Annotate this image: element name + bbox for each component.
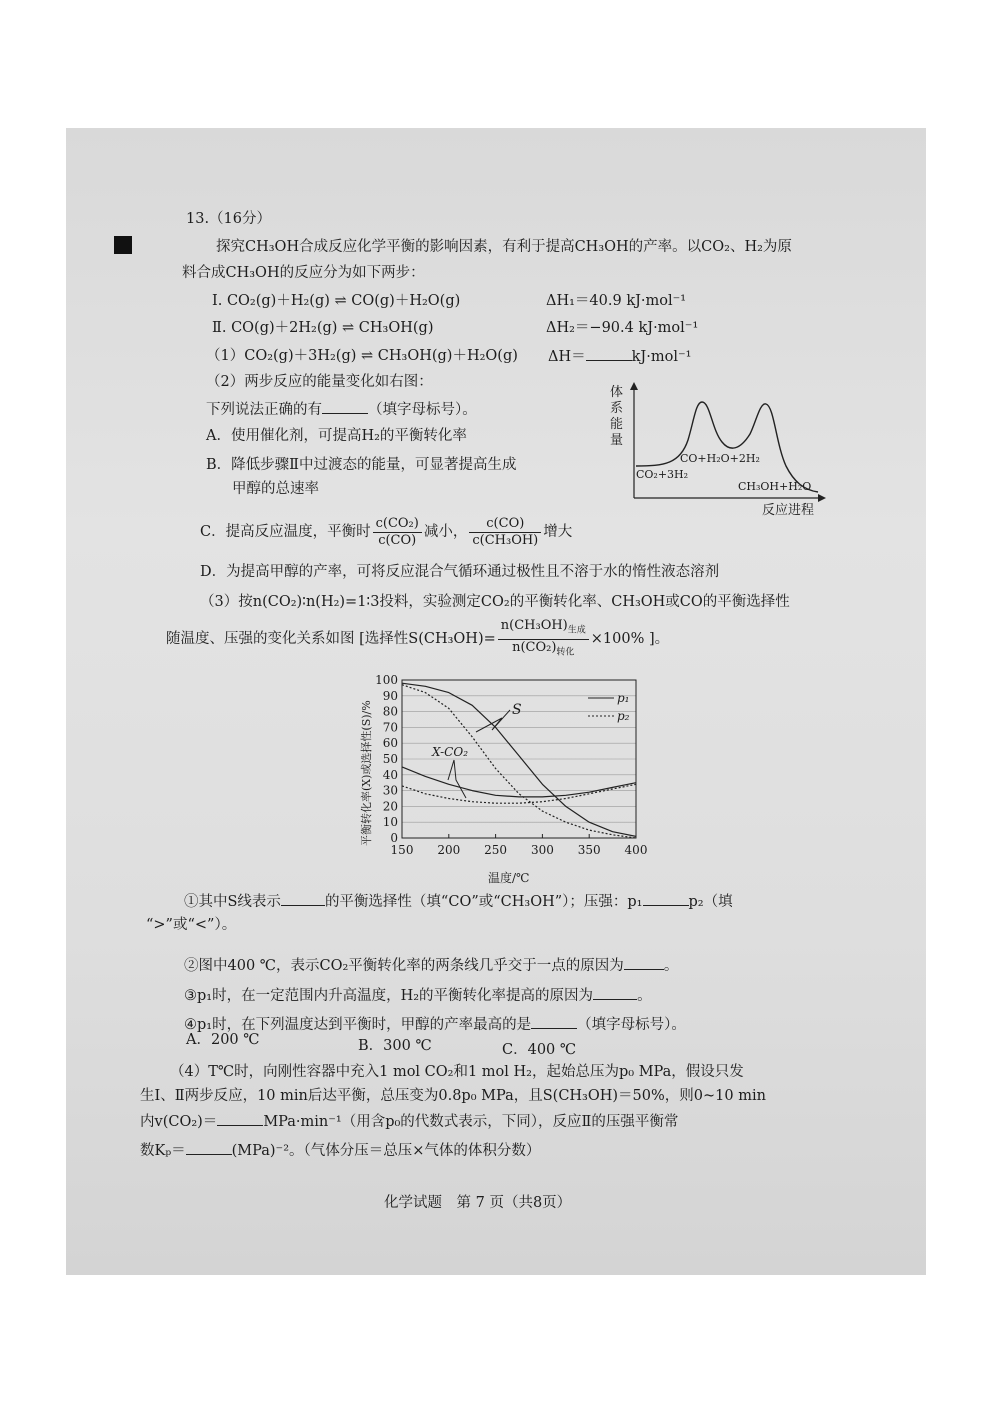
energy-label-end: CH₃OH+H₂O: [738, 480, 812, 493]
part4-line-3: 内v(CO₂)＝ MPa·min⁻¹（用含p₀的代数式表示，下同），反应Ⅱ的压强平衡常: [140, 1114, 679, 1130]
x-tick-label: 200: [437, 843, 461, 857]
subq-1-line-1: ①其中S线表示 的平衡选择性（填“CO”或“CH₃OH”）；压强：p₁ p₂（填: [184, 894, 733, 910]
legend-p2: p₂: [617, 709, 630, 723]
selectivity-fraction: $\frac{n(CH_3OH)_{生成}}{n(CO_2)_{转化}}$: [498, 618, 589, 660]
subq-2: ②图中400 ℃，表示CO₂平衡转化率的两条线几乎交于一点的原因为 。: [184, 958, 679, 974]
series-line: [402, 784, 636, 803]
x-tick-label: 150: [390, 843, 414, 857]
option-B-line-1: B．降低步骤Ⅱ中过渡态的能量，可显著提高生成: [206, 457, 517, 473]
page-footer: 化学试题 第 7 页（共8页）: [384, 1195, 572, 1211]
annotation-S: S: [512, 702, 522, 718]
answer-blank[interactable]: [281, 892, 325, 906]
energy-diagram: [604, 380, 836, 520]
option-C: C．提高反应温度，平衡时 $\frac{\text{c(CO₂)}}{c(CO)}$ 减小， $\frac{c(CO)}{\text{c(CH₃OH)}}$ 增大: [200, 515, 573, 548]
y-tick-label: 0: [390, 831, 398, 845]
intro-line-1: 探究CH₃OH合成反应化学平衡的影响因素，有利于提高CH₃OH的产率。以CO₂、H₂为原: [216, 239, 792, 255]
chart-xlabel: 温度/℃: [488, 871, 530, 885]
energy-ylabel-char: 量: [610, 433, 624, 448]
energy-y-arrow: [630, 382, 638, 390]
series-line: [402, 767, 636, 797]
option-B-line-2: 甲醇的总速率: [232, 481, 319, 497]
answer-blank[interactable]: [624, 956, 664, 970]
y-tick-label: 20: [382, 799, 398, 814]
x-tick-label: 300: [530, 843, 554, 857]
y-tick-label: 40: [382, 767, 398, 782]
y-tick-label: 90: [382, 688, 398, 703]
x-tick-label: 350: [577, 843, 601, 857]
option-D: D．为提高甲醇的产率，可将反应混合气循环通过极性且不溶于水的惰性液态溶剂: [200, 564, 720, 580]
subq-4-option-C: C．400 ℃: [502, 1042, 577, 1058]
part2-line-1: （2）两步反应的能量变化如右图：: [206, 374, 433, 390]
part1-reaction: （1）CO₂(g)＋3H₂(g) ⇌ CH₃OH(g)＋H₂O(g): [206, 348, 518, 364]
fraction-co2-co: $\frac{\text{c(CO₂)}}{c(CO)}$: [373, 516, 422, 549]
y-tick-label: 70: [382, 720, 398, 735]
subq-4-option-B: B．300 ℃: [358, 1038, 432, 1054]
subq-3: ③p₁时，在一定范围内升高温度，H₂的平衡转化率提高的原因为 。: [184, 988, 652, 1004]
energy-x-arrow: [818, 494, 826, 502]
x-tick-label: 250: [484, 843, 508, 857]
y-tick-label: 80: [382, 704, 398, 719]
energy-label-mid: CO+H₂O+2H₂: [680, 452, 760, 465]
legend-p1: p₁: [617, 691, 630, 705]
subq-1-line-2: “>”或“<”）。: [146, 917, 237, 933]
energy-ylabel-char: 体: [610, 385, 624, 400]
intro-line-2: 料合成CH₃OH的反应分为如下两步：: [182, 265, 425, 281]
energy-xlabel: 反应进程: [762, 503, 815, 518]
subq-4: ④p₁时，在下列温度达到平衡时，甲醇的产率最高的是 （填字母标号）。: [184, 1017, 686, 1033]
part3-line-1: （3）按n(CO₂)∶n(H₂)=1∶3投料，实验测定CO₂的平衡转化率、CH₃OH或CO的平衡选择性: [200, 594, 790, 610]
annotation-X-pointer: [448, 760, 466, 798]
chart-ylabel: 平衡转化率(X)或选择性(S)/%: [360, 700, 373, 846]
subq-4-option-A: A．200 ℃: [186, 1032, 260, 1048]
delta-h1: ΔH₁＝40.9 kJ·mol⁻¹: [546, 293, 687, 309]
energy-ylabel-char: 能: [610, 417, 624, 432]
answer-blank[interactable]: [643, 892, 689, 906]
energy-label-start: CO₂+3H₂: [636, 468, 689, 481]
annotation-X-CO2: X-CO₂: [432, 745, 468, 759]
part2-line-2: 下列说法正确的有 （填字母标号）。: [206, 402, 477, 418]
answer-blank[interactable]: [217, 1112, 263, 1126]
y-tick-label: 100: [375, 673, 398, 687]
part4-line-2: 生Ⅰ、Ⅱ两步反应，10 min后达平衡，总压变为0.8p₀ MPa，且S(CH₃OH)＝50%，则0~10 min: [140, 1088, 766, 1104]
answer-blank[interactable]: [531, 1015, 577, 1029]
answer-blank[interactable]: [186, 1141, 232, 1155]
part3-line-2: 随温度、压强的变化关系如图 [选择性S(CH₃OH)= $\frac{n(CH_3OH)_{生成}}{n(CO_2)_{转化}}$ ×100% ]。: [166, 618, 669, 660]
answer-blank[interactable]: [322, 400, 368, 414]
part4-line-1: （4）T℃时，向刚性容器中充入1 mol CO₂和1 mol H₂，起始总压为p₀ MPa，假设只发: [170, 1064, 744, 1080]
part4-line-4: 数Kₚ＝ (MPa)⁻²。（气体分压＝总压×气体的体积分数）: [140, 1143, 541, 1159]
x-tick-label: 400: [624, 843, 648, 857]
answer-blank[interactable]: [586, 347, 632, 361]
y-tick-label: 10: [382, 815, 398, 830]
fraction-co-ch3oh: $\frac{c(CO)}{\text{c(CH₃OH)}}$: [469, 516, 541, 549]
question-header: 13.（16分）: [186, 211, 272, 227]
alignment-marker: [114, 236, 132, 254]
reaction-II: Ⅱ. CO(g)＋2H₂(g) ⇌ CH₃OH(g): [212, 320, 434, 336]
y-tick-label: 50: [382, 752, 398, 766]
answer-blank[interactable]: [593, 986, 637, 1000]
y-tick-label: 60: [382, 736, 398, 751]
equilibrium-chart: [352, 672, 662, 892]
energy-ylabel-char: 系: [610, 401, 624, 416]
reaction-I: Ⅰ. CO₂(g)＋H₂(g) ⇌ CO(g)＋H₂O(g): [212, 293, 461, 309]
option-A: A．使用催化剂，可提高H₂的平衡转化率: [206, 428, 467, 444]
delta-h2: ΔH₂＝−90.4 kJ·mol⁻¹: [546, 320, 699, 336]
y-tick-label: 30: [382, 783, 398, 798]
part1-delta-h: ΔH＝ kJ·mol⁻¹: [548, 349, 692, 365]
